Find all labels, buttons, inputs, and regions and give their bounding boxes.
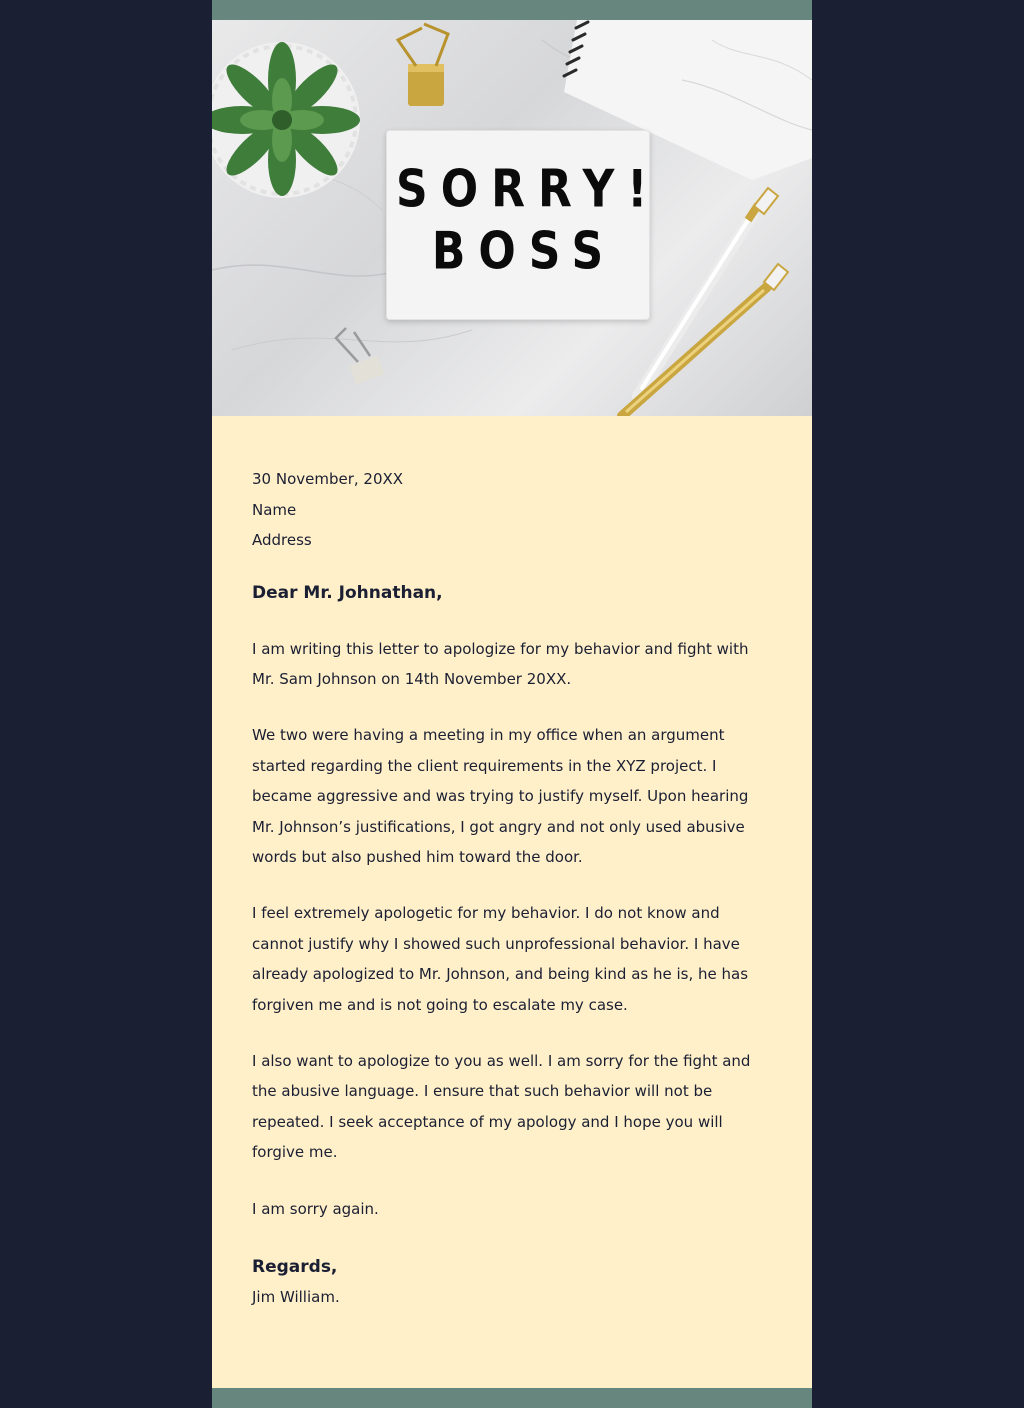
paragraph-1: I am writing this letter to apologize for my behavior and fight with Mr. Sam Johnson on 14th November 20XX. [252,639,749,688]
gold-binder-clip-icon [398,24,448,106]
recipient-name: Name [252,500,297,519]
regards: Regards, [252,1256,338,1277]
top-accent-band [212,0,812,20]
hero-headline-line1: SORRY! [396,159,661,220]
hero-headline-line2: BOSS [431,221,617,282]
letter-sheet [212,0,812,1408]
salutation: Dear Mr. Johnathan, [252,582,443,603]
signer-name: Jim William. [252,1287,340,1306]
paragraph-2: We two were having a meeting in my office when an argument started regarding the client requirements in the XYZ project. I became aggressive and was trying to justify myself. Upon hearing Mr. Johnson’s justifications, I got angry and not only used abusive words but also pushed him toward the door. [252,726,749,866]
paragraph-4: I also want to apologize to you as well. I am sorry for the fight and the abusive language. I ensure that such behavior will not be repeated. I seek acceptance of my apology and I hope you will forgive me. [252,1051,751,1162]
recipient-address: Address [252,531,312,549]
hero-photo [212,20,812,416]
paragraph-3: I feel extremely apologetic for my behavior. I do not know and cannot justify why I showed such unprofessional behavior. I have already apologized to Mr. Johnson, and being kind as he is, he has forgiven me and is not going to escalate my case. [252,904,749,1014]
white-binder-clip-icon [336,328,385,385]
lightbox-sign [386,130,661,320]
letter-date: 30 November, 20XX [252,470,404,488]
letter-body [252,464,772,1312]
succulent-plant-icon [212,42,360,198]
bottom-accent-band [212,1388,812,1408]
closing-line: I am sorry again. [252,1199,379,1218]
